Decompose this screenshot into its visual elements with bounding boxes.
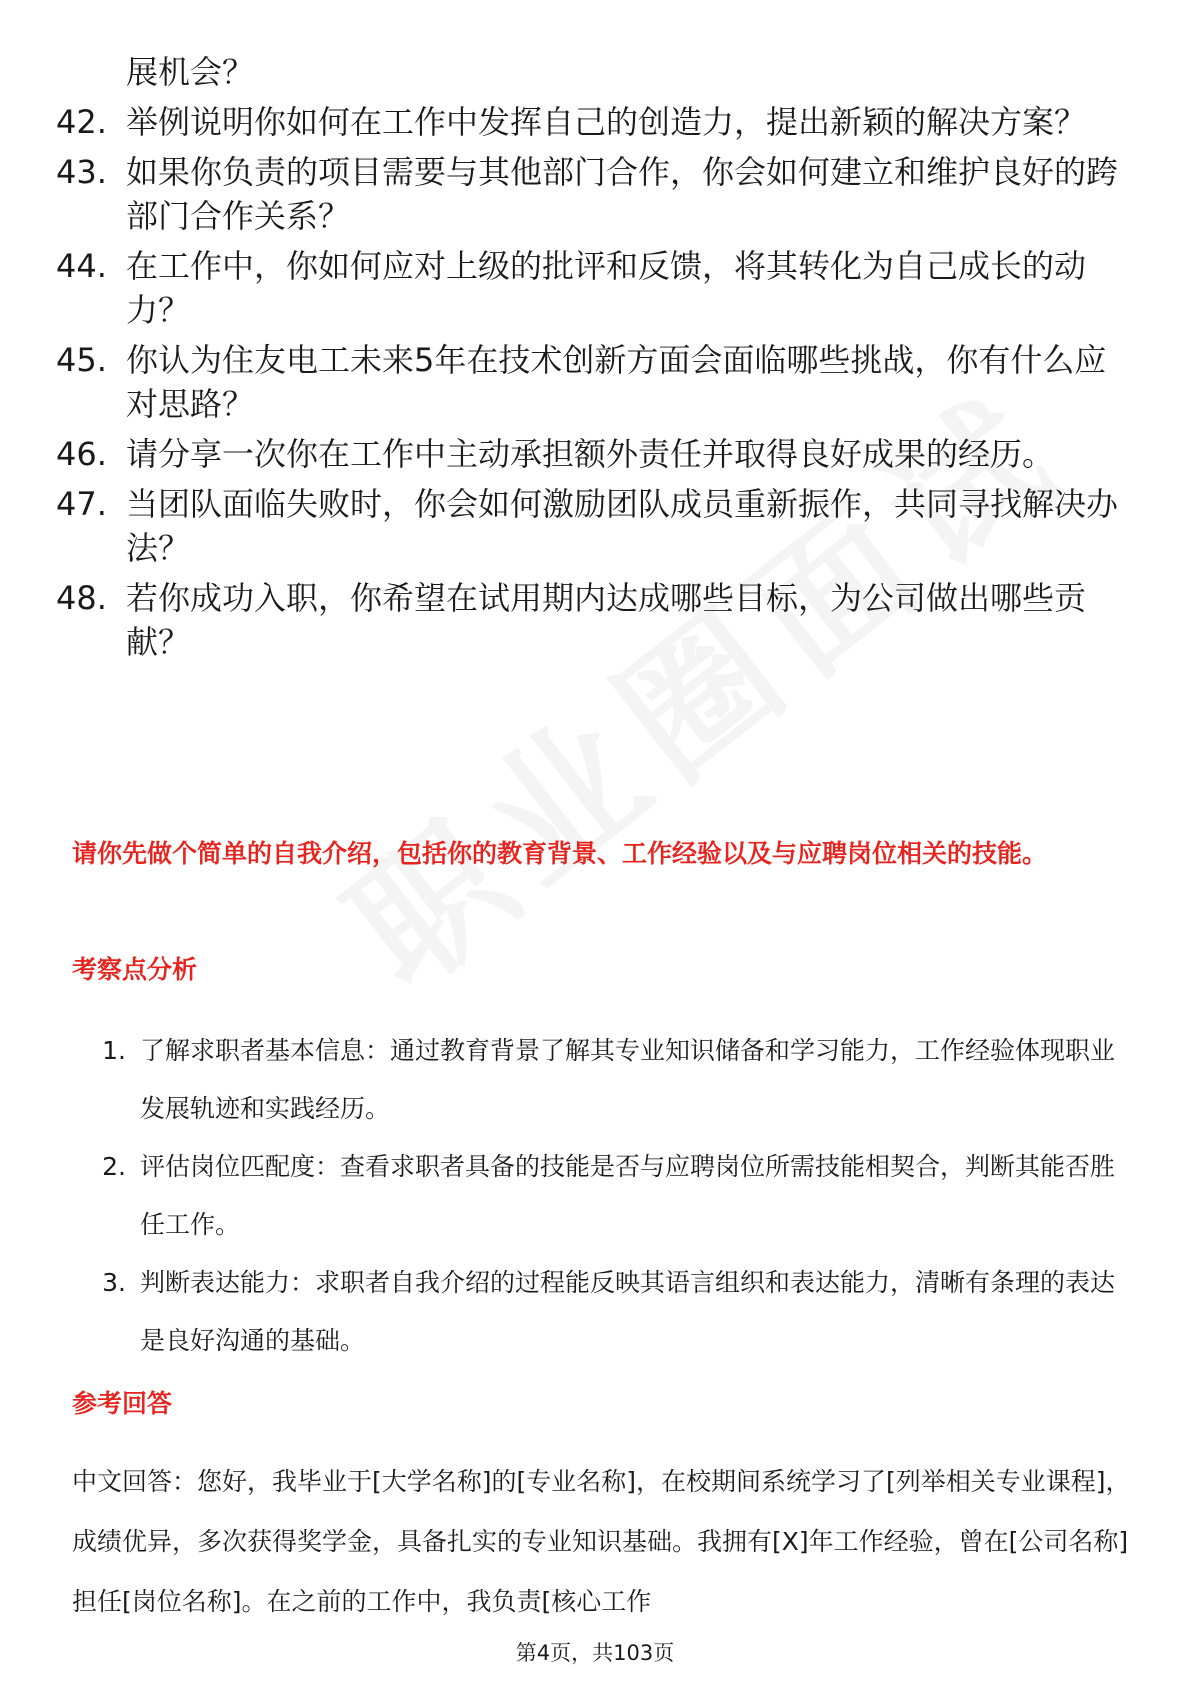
question-item: [56, 244, 1136, 332]
analysis-item: [80, 1022, 1130, 1138]
analysis-text: 评估岗位匹配度：查看求职者具备的技能是否与应聘岗位所需技能相契合，判断其能否胜任工作。: [140, 1152, 1116, 1239]
question-list: [56, 44, 1136, 664]
question-number: 45.: [56, 341, 107, 379]
analysis-number: 2.: [102, 1152, 126, 1181]
question-continuation: 展机会？: [126, 53, 255, 91]
question-item: [56, 100, 1136, 144]
question-text: 在工作中，你如何应对上级的批评和反馈，将其转化为自己成长的动力？: [126, 247, 1087, 329]
question-number: 48.: [56, 579, 107, 617]
question-number: 47.: [56, 485, 107, 523]
featured-question: 请你先做个简单的自我介绍，包括你的教育背景、工作经验以及与应聘岗位相关的技能。: [72, 839, 1048, 868]
analysis-item: [80, 1138, 1130, 1254]
question-text: 你认为住友电工未来5年在技术创新方面会面临哪些挑战，你有什么应对思路？: [126, 341, 1107, 423]
analysis-title: 考察点分析: [72, 955, 198, 984]
analysis-item: [80, 1254, 1130, 1370]
question-item: [56, 432, 1136, 476]
reference-title: 参考回答: [72, 1389, 173, 1418]
question-item: [56, 338, 1136, 426]
reference-answer: 中文回答：您好，我毕业于[大学名称]的[专业名称]，在校期间系统学习了[列举相关专业课程]，成绩优异，多次获得奖学金，具备扎实的专业知识基础。我拥有[X]年工作经验，曾在[公司名称]担任[岗位名称]。在之前的工作中，我负责[核心工作: [72, 1467, 1131, 1616]
analysis-list: [80, 1022, 1130, 1370]
page-footer: 第4页，共103页: [515, 1641, 675, 1665]
question-text: 若你成功入职，你希望在试用期内达成哪些目标，为公司做出哪些贡献？: [126, 579, 1087, 661]
analysis-text: 判断表达能力：求职者自我介绍的过程能反映其语言组织和表达能力，清晰有条理的表达是良好沟通的基础。: [140, 1268, 1116, 1355]
question-text: 如果你负责的项目需要与其他部门合作，你会如何建立和维护良好的跨部门合作关系？: [126, 153, 1119, 235]
question-number: 44.: [56, 247, 107, 285]
question-text: 举例说明你如何在工作中发挥自己的创造力，提出新颖的解决方案？: [126, 103, 1087, 141]
analysis-number: 3.: [102, 1268, 126, 1297]
analysis-text: 了解求职者基本信息：通过教育背景了解其专业知识储备和学习能力，工作经验体现职业发展轨迹和实践经历。: [140, 1036, 1116, 1123]
question-number: 42.: [56, 103, 107, 141]
question-item: [56, 150, 1136, 238]
question-number: 46.: [56, 435, 107, 473]
question-item: [56, 482, 1136, 570]
question-number: 43.: [56, 153, 107, 191]
question-item: [56, 576, 1136, 664]
analysis-number: 1.: [102, 1036, 126, 1065]
question-text: 当团队面临失败时，你会如何激励团队成员重新振作，共同寻找解决办法？: [126, 485, 1119, 567]
question-text: 请分享一次你在工作中主动承担额外责任并取得良好成果的经历。: [126, 435, 1055, 473]
